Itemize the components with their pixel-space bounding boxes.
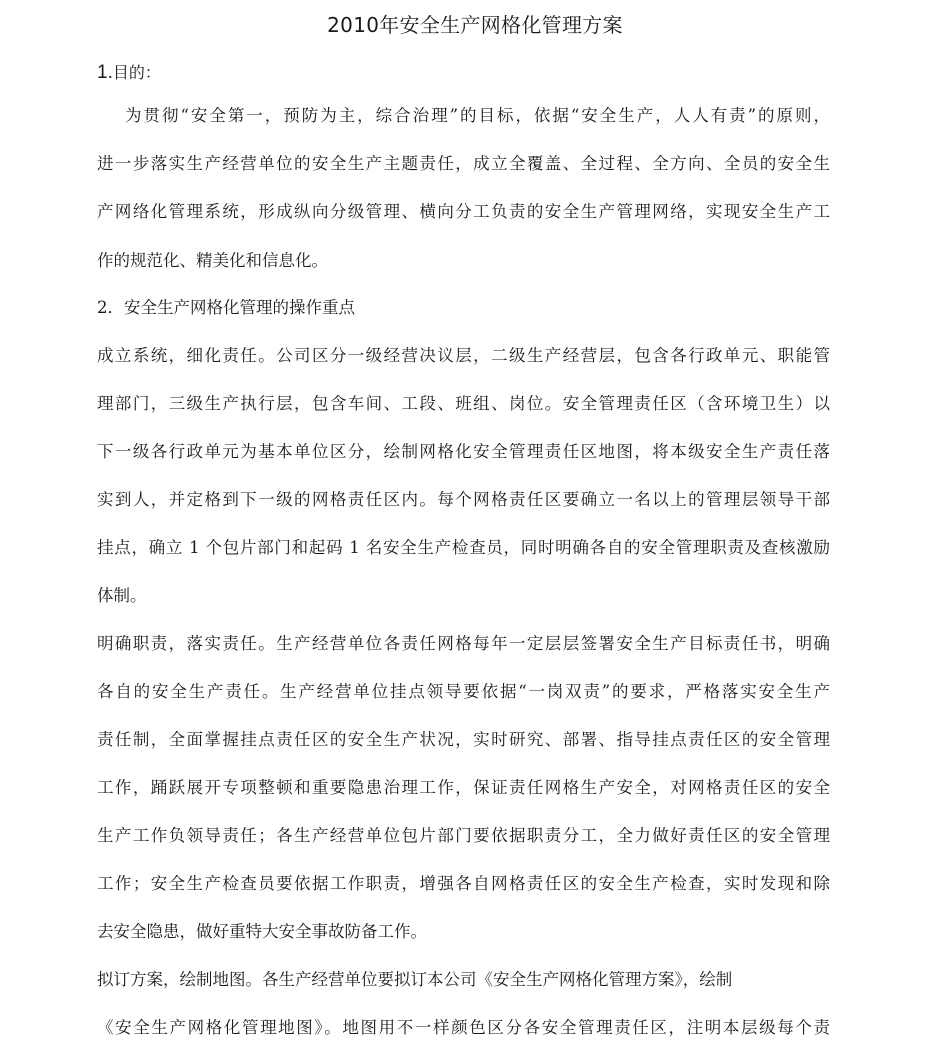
paragraph-line: 去安全隐患，做好重特大安全事故防备工作。 bbox=[97, 922, 427, 941]
paragraph-line: 拟订方案，绘制地图。各生产经营单位要拟订本公司《安全生产网格化管理方案》，绘制 bbox=[97, 970, 733, 989]
document-title: 2010年安全生产网格化管理方案 bbox=[327, 13, 623, 37]
section-1-number: 1. bbox=[97, 62, 113, 83]
paragraph-line: 体制。 bbox=[97, 586, 147, 605]
paragraph-line: 各自的安全生产责任。生产经营单位挂点领导要依据“一岗双责”的要求，严格落实安全生产 bbox=[97, 682, 830, 701]
paragraph-line: 产网络化管理系统，形成纵向分级管理、横向分工负责的安全生产管理网络，实现安全生产工 bbox=[97, 202, 830, 221]
paragraph-line: 为贯彻“安全第一，预防为主，综合治理”的目标，依据“安全生产，人人有责”的原则， bbox=[125, 106, 830, 125]
paragraph-line: 进一步落实生产经营单位的安全生产主题责任，成立全覆盖、全过程、全方向、全员的安全生 bbox=[97, 154, 830, 173]
paragraph-line: 作的规范化、精美化和信息化。 bbox=[97, 251, 328, 270]
paragraph-line: 成立系统，细化责任。公司区分一级经营决议层，二级生产经营层，包含各行政单元、职能管 bbox=[97, 346, 830, 365]
paragraph-line: 实到人，并定格到下一级的网格责任区内。每个网格责任区要确立一名以上的管理层领导干部 bbox=[97, 490, 830, 509]
paragraph-line: 挂点，确立 1 个包片部门和起码 1 名安全生产检查员，同时明确各自的安全管理职责及查核激励 bbox=[97, 538, 830, 557]
paragraph-line: 理部门，三级生产执行层，包含车间、工段、班组、岗位。安全管理责任区（含环境卫生）以 bbox=[97, 394, 830, 413]
section-2-heading: 2．安全生产网格化管理的操作重点 bbox=[97, 298, 355, 317]
paragraph-line: 下一级各行政单元为基本单位区分，绘制网格化安全管理责任区地图，将本级安全生产责任落 bbox=[97, 442, 830, 461]
paragraph-line: 工作；安全生产检查员要依据工作职责，增强各自网格责任区的安全生产检查，实时发现和除 bbox=[97, 874, 830, 893]
paragraph-line: 工作，踊跃展开专项整顿和重要隐患治理工作，保证责任网格生产安全，对网格责任区的安全 bbox=[97, 778, 830, 797]
paragraph-line: 生产工作负领导责任；各生产经营单位包片部门要依据职责分工，全力做好责任区的安全管理 bbox=[97, 826, 830, 845]
section-1-heading bbox=[97, 58, 830, 88]
paragraph-line: 责任制，全面掌握挂点责任区的安全生产状况，实时研究、部署、指导挂点责任区的安全管理 bbox=[97, 730, 830, 749]
paragraph-line: 明确职责，落实责任。生产经营单位各责任网格每年一定层层签署安全生产目标责任书，明确 bbox=[97, 634, 830, 653]
paragraph-line: 《安全生产网格化管理地图》。地图用不一样颜色区分各安全管理责任区，注明本层级每个责 bbox=[97, 1018, 830, 1037]
section-1-heading-text: 目的： bbox=[112, 63, 161, 82]
